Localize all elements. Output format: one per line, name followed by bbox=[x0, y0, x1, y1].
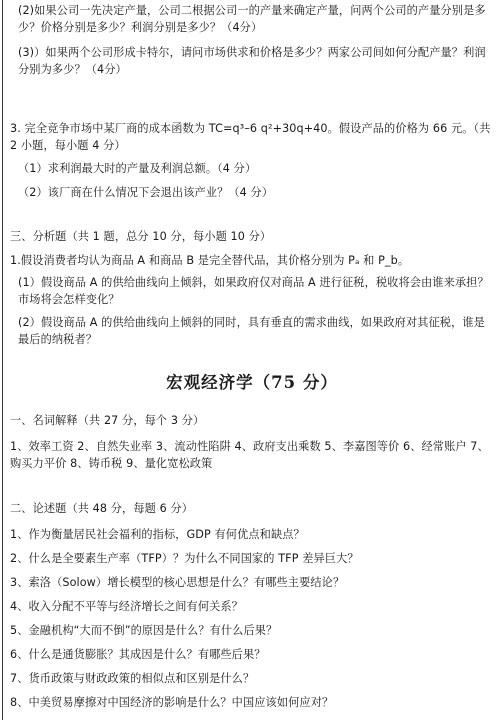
micro-question-3-part-1: （1）求利润最大时的产量及利润总额。（4 分） bbox=[18, 162, 257, 175]
essay-question-3: 3、索洛（Solow）增长模型的核心思想是什么？有哪些主要结论？ bbox=[10, 576, 345, 589]
micro-question-3-intro: 3. 完全竞争市场中某厂商的成本函数为 TC=q³–6 q²+30q+40。假设产品的价格为 66 元。（共 2 小题，每小题 4 分） bbox=[10, 122, 491, 153]
analysis-section-header: 三、分析题（共 1 题，总分 10 分，每小题 10 分） bbox=[10, 230, 272, 243]
micro-question-2-part-2: (2)如果公司一先决定产量，公司二根据公司一的产量来确定产量，问两个公司的产量分别是多少？价格分别是多少？利润分别是多少？（4分） bbox=[18, 4, 486, 35]
analysis-question-1-intro: 1.假设消费者均认为商品 A 和商品 B 是完全替代品，其价格分别为 Pₐ 和 P_b。 bbox=[10, 254, 410, 267]
analysis-question-1-part-1: (1）假设商品 A 的供给曲线向上倾斜，如果政府仅对商品 A 进行征税，税收将会由谁来承担？市场将会怎样变化？ bbox=[18, 276, 489, 307]
micro-question-2-part-3: (3)）如果两个公司形成卡特尔，请问市场供求和价格是多少？两家公司间如何分配产量？利润分别为多少？（4分） bbox=[18, 46, 486, 77]
analysis-question-1-part-2: (2）假设商品 A 的供给曲线向上倾斜的同时，具有垂直的需求曲线，如果政府对其征税，谁是最后的纳税者？ bbox=[18, 316, 485, 347]
essay-question-2: 2、什么是全要素生产率（TFP）？为什么不同国家的 TFP 差异巨大？ bbox=[10, 552, 359, 565]
essay-question-5: 5、金融机构“大而不倒”的原因是什么？有什么后果？ bbox=[10, 624, 278, 637]
page-left-border bbox=[2, 0, 3, 720]
terms-section-header: 一、名词解释（共 27 分，每个 3 分） bbox=[10, 414, 205, 427]
micro-question-3-part-2: （2）该厂商在什么情况下会退出该产业？（4 分） bbox=[18, 186, 274, 199]
terms-list: 1、效率工资 2、自然失业率 3、流动性陷阱 4、政府支出乘数 5、李嘉图等价 6、经常账户 7、购买力平价 8、铸币税 9、量化宽松政策 bbox=[10, 440, 489, 471]
essay-question-6: 6、什么是通货膨胀？其成因是什么？有哪些后果？ bbox=[10, 648, 266, 661]
essay-question-4: 4、收入分配不平等与经济增长之间有何关系？ bbox=[10, 600, 243, 613]
macro-section-title: 宏观经济学（75 分） bbox=[166, 373, 338, 392]
essay-question-8: 8、中美贸易摩擦对中国经济的影响是什么？中国应该如何应对？ bbox=[10, 696, 334, 709]
essay-question-1: 1、作为衡量居民社会福利的指标，GDP 有何优点和缺点？ bbox=[10, 528, 305, 541]
essay-question-7: 7、货币政策与财政政策的相似点和区别是什么？ bbox=[10, 672, 255, 685]
essay-section-header: 二、论述题（共 48 分，每题 6 分） bbox=[10, 502, 194, 515]
